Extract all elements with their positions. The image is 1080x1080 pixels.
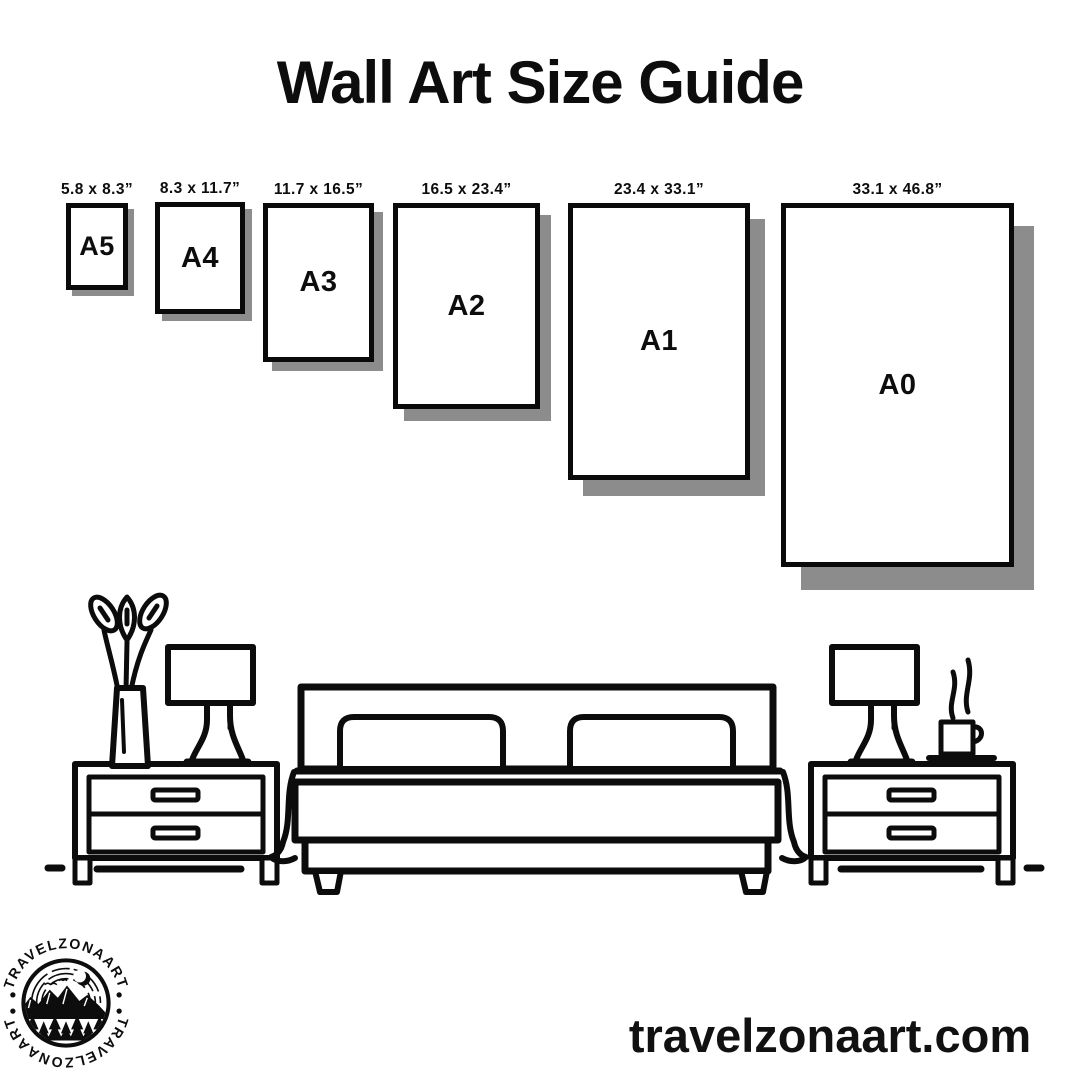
size-code-a4: A4	[180, 241, 220, 274]
plant-vase-icon	[85, 591, 171, 766]
size-code-a3: A3	[299, 266, 338, 298]
size-code-a2: A2	[447, 289, 486, 322]
bed-foot-left	[315, 871, 341, 892]
size-dimensions-a3: 11.7 x 16.5”	[273, 181, 364, 198]
size-box-a0	[781, 181, 1014, 567]
size-code-a1: A1	[639, 325, 679, 357]
bedroom-illustration	[0, 580, 1080, 900]
size-box-a3	[263, 181, 374, 362]
size-box-a2	[393, 181, 540, 409]
size-box-a1	[568, 181, 750, 480]
size-dimensions-a0: 33.1 x 46.8”	[852, 181, 943, 198]
pillow-left	[340, 717, 503, 769]
table-lamp-right-icon	[832, 647, 917, 762]
nightstand-right-icon	[811, 764, 1013, 883]
bed-icon	[271, 687, 806, 892]
size-code-a0: A0	[878, 368, 917, 401]
pillow-right	[570, 717, 733, 769]
size-dimensions-a4: 8.3 x 11.7”	[159, 180, 241, 197]
size-box-a4	[155, 180, 245, 314]
logo-text-bottom: TRAVELZONAART	[2, 1015, 130, 1070]
table-lamp-left-icon	[168, 647, 253, 762]
logo-text-top: TRAVELZONAART	[2, 936, 130, 991]
bed-foot-right	[741, 871, 767, 892]
size-code-a5: A5	[79, 231, 115, 261]
size-dimensions-a1: 23.4 x 33.1”	[613, 181, 705, 198]
page-title: Wall Art Size Guide	[276, 49, 804, 116]
size-dimensions-a5: 5.8 x 8.3”	[60, 181, 134, 198]
brand-logo	[2, 931, 130, 1075]
coffee-cup-icon	[929, 660, 994, 758]
website-url: travelzonaart.com	[628, 1009, 1032, 1062]
nightstand-left-icon	[75, 764, 277, 883]
size-dimensions-a2: 16.5 x 23.4”	[421, 181, 512, 198]
blanket-drape-right	[782, 772, 806, 861]
size-box-a5	[60, 181, 134, 290]
